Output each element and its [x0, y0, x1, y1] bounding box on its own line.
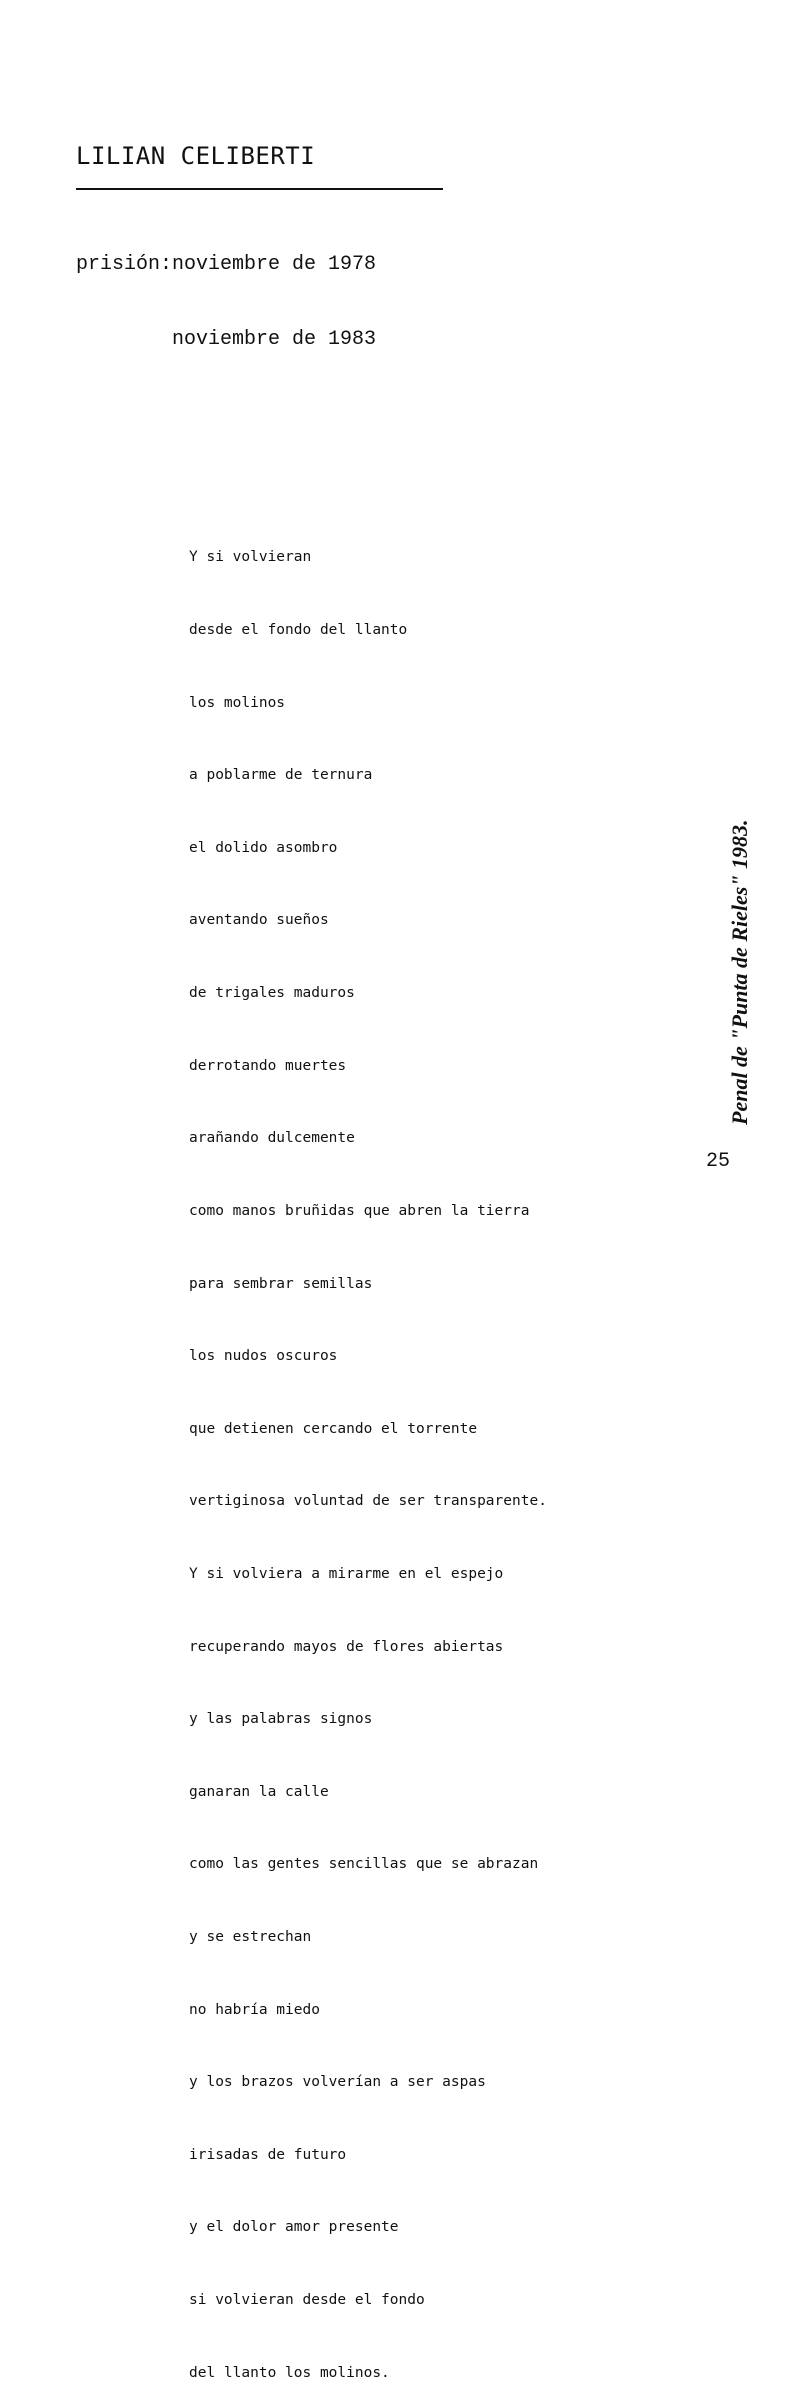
- poem-line: si volvieran desde el fondo: [189, 2292, 425, 2309]
- poem-line: como manos bruñidas que abren la tierra: [189, 1202, 530, 1219]
- poem-line: como las gentes sencillas que se abrazan: [189, 1856, 539, 1873]
- poem-line: los molinos: [189, 694, 286, 711]
- dates-line: prisión:noviembre de 1978: [76, 253, 377, 276]
- poem-line: desde el fondo del llanto: [189, 622, 408, 639]
- poem-line: de trigales maduros: [189, 985, 355, 1002]
- page-number: 25: [706, 1150, 731, 1173]
- poem-line: Y si volviera a mirarme en el espejo: [189, 1565, 504, 1582]
- poem: [189, 497, 547, 2406]
- poem-line: y las palabras signos: [189, 1711, 373, 1728]
- poem-line: derrotando muertes: [189, 1057, 347, 1074]
- vertical-caption: Penal de "Punta de Rieles" 1983.: [727, 819, 752, 1125]
- poem-line: vertiginosa voluntad de ser transparente.: [189, 1493, 547, 1510]
- poem-line: y los brazos volverían a ser aspas: [189, 2074, 486, 2091]
- poem-line: recuperando mayos de flores abiertas: [189, 1638, 504, 1655]
- poem-line: irisadas de futuro: [189, 2146, 347, 2163]
- poem-line: a poblarme de ternura: [189, 767, 373, 784]
- title-underline: [76, 188, 443, 190]
- dates-line: noviembre de 1983: [76, 328, 377, 351]
- poem-line: para sembrar semillas: [189, 1275, 373, 1292]
- poem-line: no habría miedo: [189, 2001, 320, 2018]
- poem-line: que detienen cercando el torrente: [189, 1420, 478, 1437]
- imprisonment-dates: [76, 202, 376, 402]
- poem-line: ganaran la calle: [189, 1783, 329, 1800]
- poem-line: aventando sueños: [189, 912, 329, 929]
- poem-line: arañando dulcemente: [189, 1130, 355, 1147]
- author-name: LILIAN CELIBERTI: [76, 142, 316, 170]
- poem-line: los nudos oscuros: [189, 1348, 338, 1365]
- poem-line: y el dolor amor presente: [189, 2219, 399, 2236]
- poem-line: Y si volvieran: [189, 549, 312, 566]
- poem-line: el dolido asombro: [189, 839, 338, 856]
- poem-line: y se estrechan: [189, 1928, 312, 1945]
- poem-line: del llanto los molinos.: [189, 2364, 390, 2381]
